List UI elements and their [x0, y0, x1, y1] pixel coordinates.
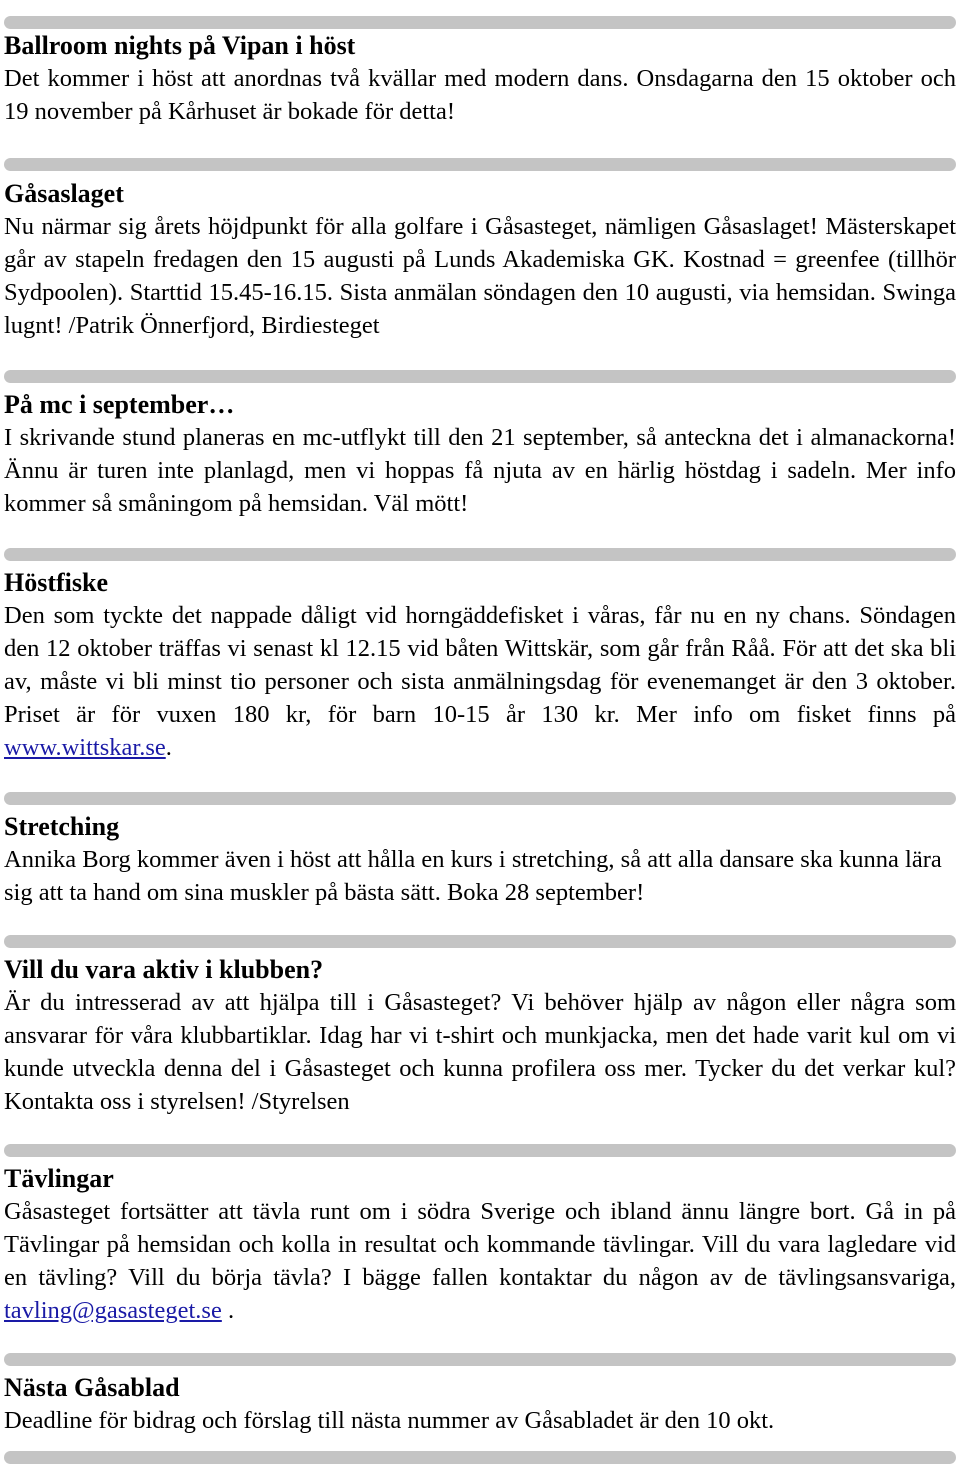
section-body: Nu närmar sig årets höjdpunkt för alla golfare i Gåsasteget, nämligen Gåsaslaget! Mästerskapet går av stapeln fredagen den 15 augusti på Lunds Akademiska GK. Kostnad = greenfee (tillhör Sydpoolen). Starttid 15.45-16.15. Sista anmälan söndagen den 10 augusti, via hemsidan. Swinga lugnt! /Patrik Önnerfjord, Birdiesteget: [4, 213, 956, 339]
section-body: Deadline för bidrag och förslag till nästa nummer av Gåsabladet är den 10 okt.: [4, 1407, 775, 1434]
section-title: Gåsaslaget: [4, 179, 124, 208]
section-title: Nästa Gåsablad: [4, 1373, 180, 1402]
wittskar-link[interactable]: www.wittskar.se: [4, 734, 166, 761]
section-aktiv-i-klubben: [4, 953, 956, 1118]
section-divider: [4, 16, 956, 29]
newsletter-page: [4, 0, 956, 1464]
section-body: Det kommer i höst att anordnas två kvällar med modern dans. Onsdagarna den 15 oktober och 19 november på Kårhuset är bokade för detta!: [4, 65, 956, 125]
section-title: Ballroom nights på Vipan i höst: [4, 31, 356, 60]
section-body-text-end: .: [221, 1297, 235, 1324]
section-divider: [4, 1451, 956, 1464]
section-divider: [4, 370, 956, 383]
section-body: Är du intresserad av att hjälpa till i Gåsasteget? Vi behöver hjälp av någon eller några som ansvarar för våra klubbartiklar. Idag har vi t-shirt och munkjacka, men det hade varit kul om vi kunde utveckla denna del i Gåsasteget och kunna profilera oss mer. Tycker du det verkar kul? Kontakta oss i styrelsen! /Styrelsen: [4, 989, 956, 1115]
section-body: [4, 1195, 956, 1327]
section-mc-september: [4, 388, 956, 520]
section-divider: [4, 548, 956, 561]
section-title: Höstfiske: [4, 568, 108, 597]
section-ballroom-nights: [4, 29, 956, 128]
section-hostfiske: [4, 566, 956, 764]
section-divider: [4, 158, 956, 171]
section-body-text-end: .: [165, 734, 172, 761]
section-body-text: Gåsasteget fortsätter att tävla runt om i södra Sverige och ibland ännu längre bort. Gå in på Tävlingar på hemsidan och kolla in resultat och kommande tävlingar. Vill du vara lagledare vid en tävling? Vill du börja tävla? I bägge fallen kontaktar du någon av de tävlingsansvariga,: [4, 1198, 956, 1291]
section-gasaslaget: [4, 177, 956, 342]
section-title: Tävlingar: [4, 1164, 114, 1193]
section-body: Annika Borg kommer även i höst att hålla en kurs i stretching, så att alla dansare ska kunna lära sig att ta hand om sina muskler på bästa sätt. Boka 28 september!: [4, 846, 942, 906]
section-title: På mc i september…: [4, 390, 235, 419]
section-divider: [4, 935, 956, 948]
section-divider: [4, 1353, 956, 1366]
section-body-text: Den som tyckte det nappade dåligt vid horngäddefisket i våras, får nu en ny chans. Söndagen den 12 oktober träffas vi senast kl 12.15 vid båten Wittskär, som går från Råå. För att det ska bli av, måste vi bli minst tio personer och sista anmälningsdag för evenemanget är den 3 oktober. Priset är för vuxen 180 kr, för barn 10-15 år 130 kr. Mer info om fisket finns på: [4, 602, 956, 728]
section-stretching: [4, 810, 956, 909]
section-body: [4, 599, 956, 764]
section-tavlingar: [4, 1162, 956, 1327]
section-title: Vill du vara aktiv i klubben?: [4, 955, 324, 984]
section-divider: [4, 792, 956, 805]
tavling-email-link[interactable]: tavling@gasasteget.se: [4, 1297, 222, 1324]
section-nasta-gasablad: [4, 1371, 956, 1437]
section-divider: [4, 1144, 956, 1157]
section-title: Stretching: [4, 812, 120, 841]
section-body: I skrivande stund planeras en mc-utflykt till den 21 september, så anteckna det i almanackorna! Ännu är turen inte planlagd, men vi hoppas få njuta av en härlig höstdag i sadeln. Mer info kommer så småningom på hemsidan. Väl mött!: [4, 424, 956, 517]
